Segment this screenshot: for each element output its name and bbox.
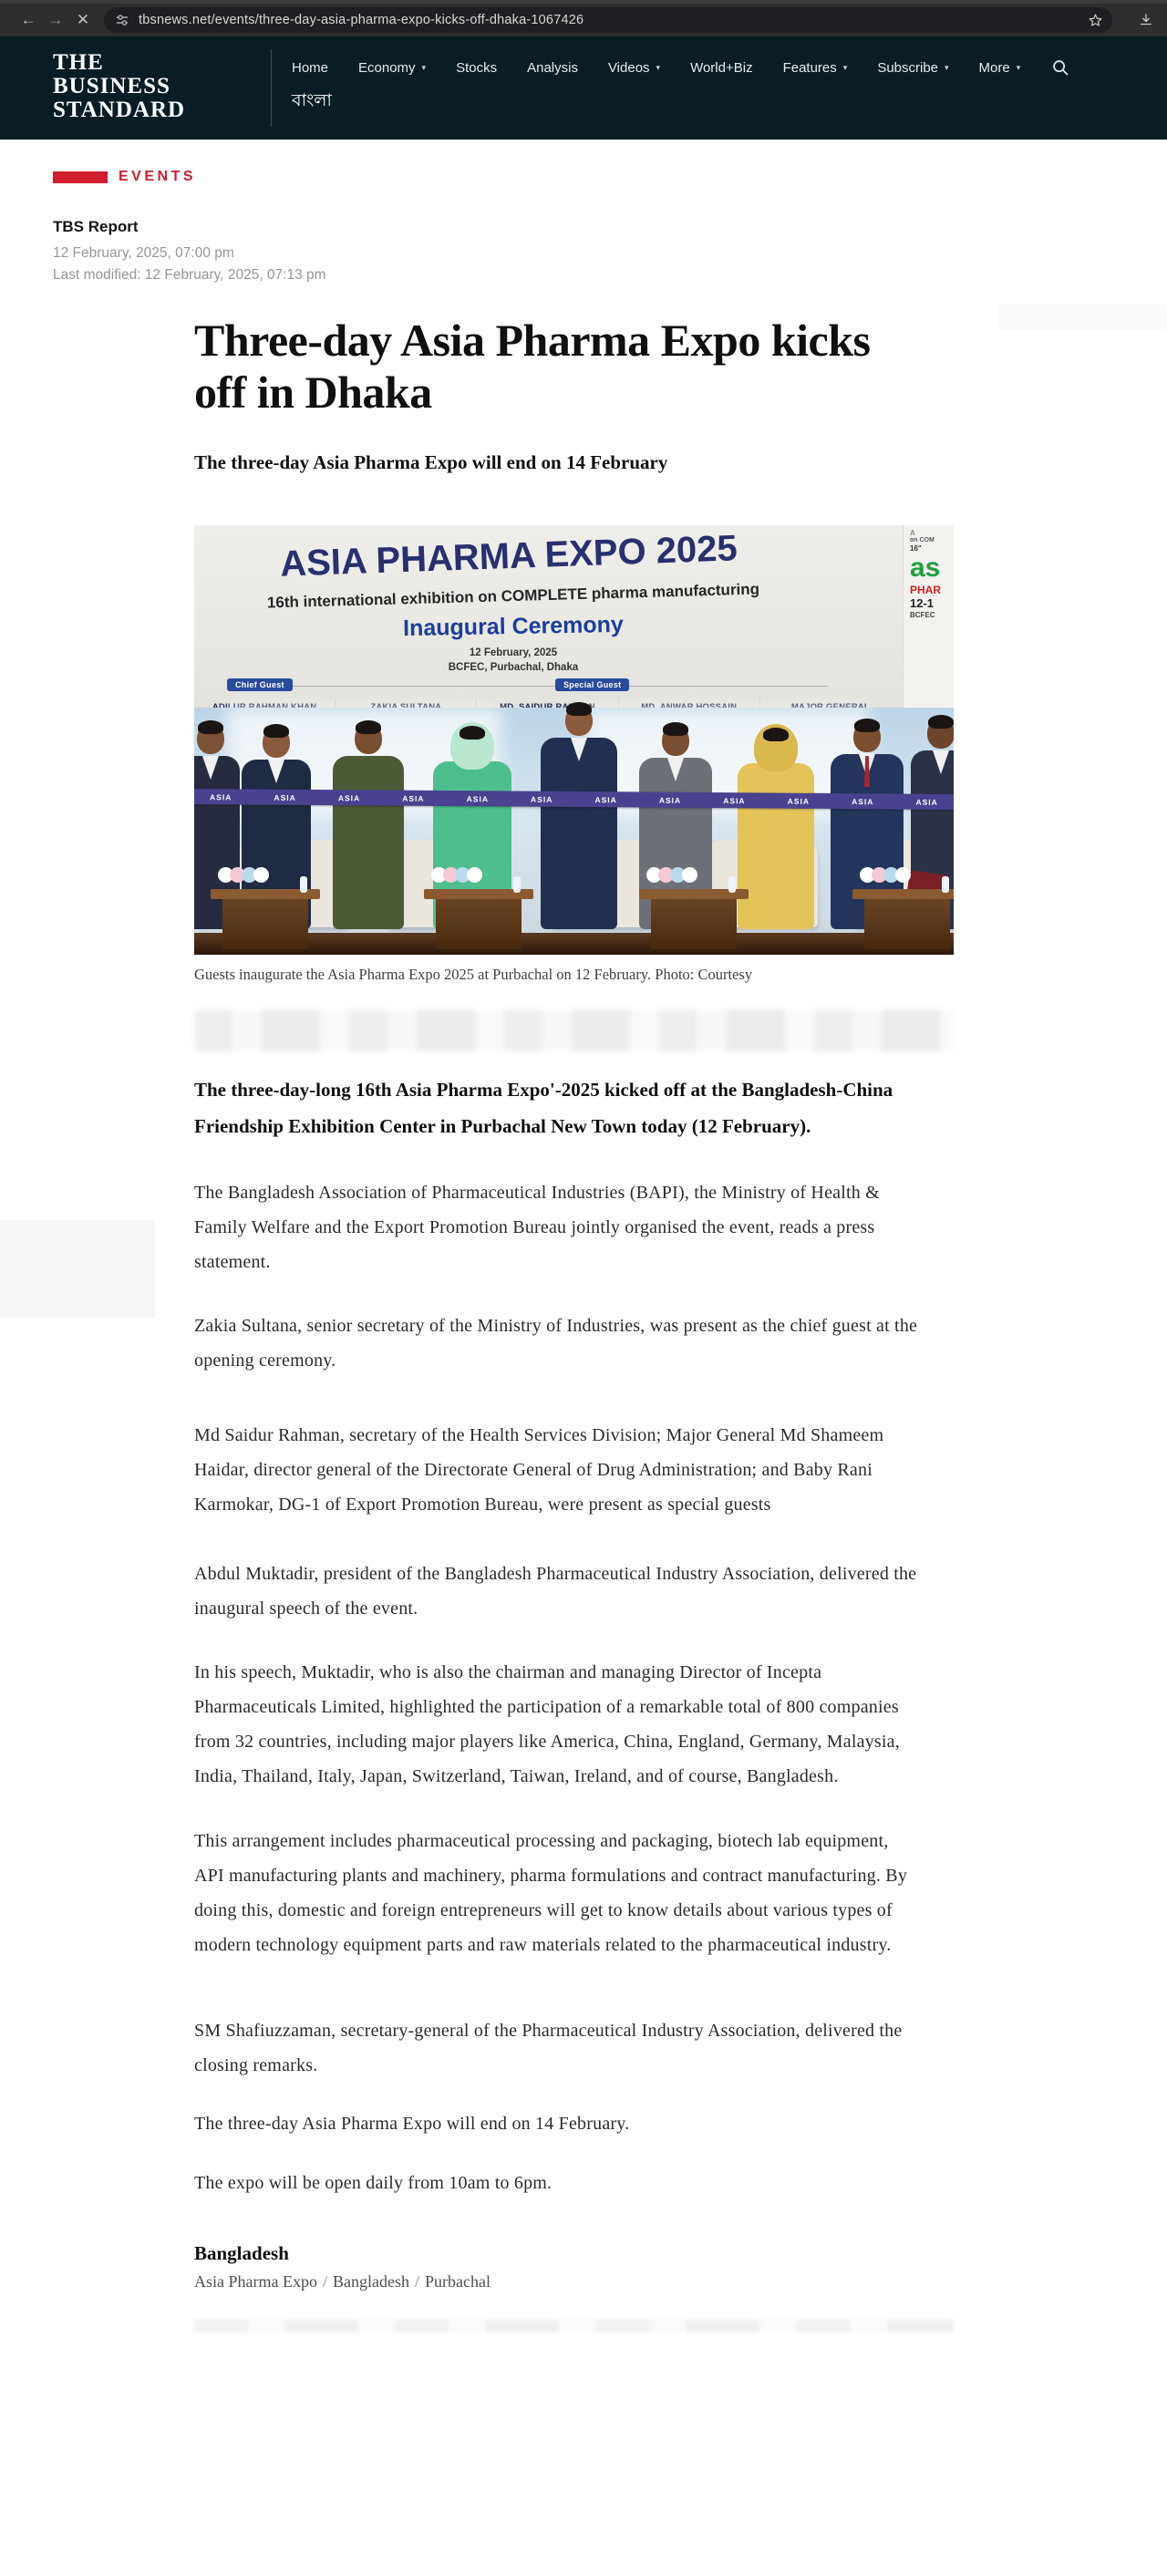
person-figure — [738, 730, 814, 933]
banner-event-name: Inaugural Ceremony — [402, 611, 625, 642]
flower — [467, 867, 482, 883]
ribbon-logo-text: ASIA — [531, 794, 553, 804]
person-hair — [663, 722, 688, 736]
nav-item-economy[interactable]: Economy ▾ — [358, 59, 427, 76]
logo-line-3: STANDARD — [53, 98, 186, 122]
expo-backdrop-banner — [194, 525, 954, 708]
banner-title: ASIA PHARMA EXPO 2025 — [279, 528, 738, 585]
section-red-bar — [53, 171, 108, 183]
tag-link-purbachal[interactable]: Purbachal — [425, 2272, 491, 2291]
chevron-down-icon: ▾ — [421, 62, 427, 72]
tag-link-bangladesh[interactable]: Bangladesh — [333, 2272, 409, 2291]
table-body — [651, 899, 737, 949]
related-content-placeholder — [194, 2319, 954, 2333]
person-head — [355, 723, 382, 754]
side-table — [211, 889, 320, 949]
person-hair — [356, 720, 381, 734]
primary-nav — [292, 59, 1069, 76]
table-body — [222, 899, 308, 949]
flower — [895, 867, 911, 883]
chevron-down-icon: ▾ — [656, 62, 661, 72]
ribbon-logo-text: ASIA — [210, 791, 232, 802]
side-table — [852, 889, 954, 949]
site-header — [0, 36, 1167, 140]
publish-date: 12 February, 2025, 07:00 pm — [53, 245, 234, 261]
side-banner-text: on COM — [910, 537, 935, 544]
table-top — [852, 889, 954, 899]
article-title: Three-day Asia Pharma Expo kicks off in Dhaka — [194, 315, 871, 418]
browser-toolbar — [0, 0, 1167, 36]
special-guest-badge: Special Guest — [555, 678, 629, 691]
ribbon-logo-text: ASIA — [274, 792, 296, 802]
body-paragraph: The three-day Asia Pharma Expo will end on 14 February. — [194, 2114, 630, 2134]
side-table — [639, 889, 749, 949]
side-banner-text: 16" — [910, 544, 922, 553]
logo-line-1: THE — [53, 50, 104, 75]
person-hair — [928, 715, 954, 729]
chief-guest-badge: Chief Guest — [227, 678, 293, 691]
ribbon-logo-text: ASIA — [787, 796, 811, 806]
person-torso — [738, 763, 814, 929]
body-paragraph: Zakia Sultana, senior secretary of the Ministry of Industries, was present as the chief guest at the opening ceremony. — [194, 1316, 918, 1371]
person-hair — [566, 702, 592, 716]
water-bottle — [942, 876, 949, 893]
byline: TBS Report — [53, 218, 139, 235]
water-bottle — [728, 876, 736, 893]
ribbon-logo-text: ASIA — [852, 796, 874, 806]
side-banner-text: A — [910, 529, 915, 537]
person-hair — [198, 720, 223, 734]
person-shirt — [933, 750, 949, 774]
guest-divider-line — [281, 686, 828, 687]
ribbon-logo-text: ASIA — [658, 795, 682, 805]
side-banner — [903, 525, 954, 708]
person-shirt — [571, 738, 587, 761]
person-head — [263, 727, 290, 758]
ribbon-logo-text: ASIA — [466, 793, 490, 803]
article-subtitle: The three-day Asia Pharma Expo will end on 14 February — [194, 451, 668, 473]
flower-bouquet — [431, 867, 479, 883]
person-head — [197, 723, 224, 754]
ribbon-logo-text: ASIA — [723, 795, 746, 805]
header-nav-column — [272, 36, 1069, 140]
banner-subtitle: 16th international exhibition on COMPLETE pharma manufacturing — [266, 580, 760, 612]
nav-item-more[interactable]: More ▾ — [978, 59, 1021, 76]
table-body — [864, 899, 950, 949]
nav-item-stocks[interactable]: Stocks — [456, 59, 498, 76]
side-banner-text: PHAR — [910, 583, 942, 596]
bookmark-star-icon[interactable] — [1088, 13, 1103, 28]
photo-caption: Guests inaugurate the Asia Pharma Expo 2025 at Purbachal on 12 February. Photo: Courtesy — [194, 966, 753, 983]
browser-back-button[interactable]: ← — [20, 11, 36, 28]
person-figure — [541, 705, 617, 933]
body-paragraph: The Bangladesh Association of Pharmaceutical Industries (BAPI), the Ministry of Health & Family Welfare and the Export Promotion Bureau jointly organised the event, reads a press statement. — [194, 1183, 880, 1272]
water-bottle — [513, 876, 521, 893]
person-head — [762, 730, 790, 761]
photo-people-zone — [194, 708, 954, 955]
water-bottle — [300, 876, 307, 893]
flower-bouquet — [646, 867, 694, 883]
nav-item-analysis[interactable]: Analysis — [527, 59, 578, 76]
body-paragraph: SM Shafiuzzaman, secretary-general of the Pharmaceutical Industry Association, delivered the closing remarks. — [194, 2021, 903, 2075]
nav-item-bangla[interactable]: বাংলা — [292, 90, 332, 110]
section-events-link[interactable] — [53, 169, 1167, 185]
logo-line-2: BUSINESS — [53, 74, 170, 98]
person-hair — [263, 724, 289, 738]
topics-heading: Bangladesh — [194, 2242, 289, 2264]
section-label: EVENTS — [119, 169, 197, 184]
nav-item-videos[interactable]: Videos ▾ — [607, 59, 661, 76]
tag-link-asia-pharma-expo[interactable]: Asia Pharma Expo — [194, 2272, 317, 2291]
person-torso — [333, 756, 404, 929]
search-button[interactable] — [1052, 59, 1069, 76]
chevron-down-icon: ▾ — [1016, 62, 1021, 72]
person-head — [927, 718, 954, 749]
person-head — [853, 721, 881, 752]
person-hair — [763, 728, 789, 741]
tag-separator: / — [414, 2272, 419, 2291]
side-table — [424, 889, 533, 949]
table-body — [436, 899, 522, 949]
person-figure — [333, 723, 404, 933]
top-right-placeholder — [998, 304, 1167, 330]
nav-item-world-biz[interactable]: World+Biz — [690, 59, 753, 76]
person-head — [565, 705, 593, 736]
body-paragraph: Abdul Muktadir, president of the Bangladesh Pharmaceutical Industry Association, delivered the inaugural speech of the event. — [194, 1564, 917, 1619]
person-hair — [854, 719, 880, 732]
person-shirt — [667, 758, 684, 781]
flower — [682, 867, 697, 883]
flower-bouquet — [218, 867, 265, 883]
body-paragraph: Md Saidur Rahman, secretary of the Health Services Division; Major General Md Shameem Haidar, director general of the Directorate General of Drug Administration; and Baby Rani Karmokar, DG-1 of Export Promotion Bureau, were present as special guests — [194, 1425, 884, 1515]
person-torso — [541, 738, 617, 929]
body-paragraph: The expo will be open daily from 10am to 6pm. — [194, 2173, 553, 2193]
lead-paragraph: The three-day-long 16th Asia Pharma Expo'-2025 kicked off at the Bangladesh-China Friendship Exhibition Center in Purbachal New Town today (12 February). — [194, 1079, 893, 1137]
body-paragraph: In his speech, Muktadir, who is also the chairman and managing Director of Incepta Pharmaceuticals Limited, highlighted the participation of a remarkable total of 800 companies from 32 countries, including major players like America, China, England, Germany, Malaysia, India, Thailand, Italy, Japan, Switzerland, Taiwan, Ireland, and of course, Bangladesh. — [194, 1662, 900, 1786]
flower-bouquet — [860, 867, 907, 883]
person-shirt — [268, 760, 284, 783]
ad-placeholder — [194, 1009, 954, 1051]
chevron-down-icon: ▾ — [945, 62, 949, 72]
article-photo — [194, 525, 954, 955]
flower — [253, 867, 269, 883]
chevron-down-icon: ▾ — [842, 62, 848, 72]
modified-date: Last modified: 12 February, 2025, 07:13 pm — [53, 267, 326, 283]
address-bar[interactable] — [104, 7, 1112, 33]
download-icon[interactable] — [1138, 12, 1154, 28]
person-shirt — [202, 756, 219, 780]
side-banner-text: 12-1 — [910, 595, 935, 610]
side-banner-text: as — [910, 553, 941, 584]
ribbon-logo-text: ASIA — [402, 793, 425, 803]
side-banner-text: BCFEC — [910, 610, 935, 619]
banner-venue: BCFEC, Purbachal, Dhaka — [448, 662, 579, 673]
tag-separator: / — [322, 2272, 327, 2291]
body-paragraph: This arrangement includes pharmaceutical processing and packaging, biotech lab equipment, API manufacturing plants and machinery, pharma formulations and contract manufacturing. By doing this, domestic and foreign entrepreneurs will get to know details about various types of modern technology equipment parts and raw materials related to the pharmaceutical industry. — [194, 1831, 908, 1955]
site-logo[interactable] — [0, 36, 271, 140]
ribbon-logo-text: ASIA — [915, 797, 938, 807]
side-widget-placeholder — [0, 1220, 155, 1318]
tags-row — [194, 2272, 1167, 2292]
site-info-icon[interactable] — [115, 13, 129, 27]
browser-forward-button[interactable]: → — [47, 11, 64, 28]
person-head — [662, 725, 689, 756]
url-field[interactable]: tbsnews.net/events/three-day-asia-pharma-expo-kicks-off-dhaka-1067426 — [139, 13, 584, 27]
person-hair — [460, 726, 485, 740]
article-body — [0, 1175, 1167, 2200]
banner-date: 12 February, 2025 — [469, 647, 558, 658]
nav-item-home[interactable]: Home — [292, 59, 329, 76]
nav-item-subscribe[interactable]: Subscribe ▾ — [877, 59, 949, 76]
person-head — [459, 729, 486, 760]
nav-item-features[interactable]: Features ▾ — [782, 59, 848, 76]
browser-close-button[interactable]: ✕ — [76, 11, 90, 28]
ribbon-logo-text: ASIA — [337, 792, 361, 802]
ribbon-logo-text: ASIA — [594, 794, 617, 804]
